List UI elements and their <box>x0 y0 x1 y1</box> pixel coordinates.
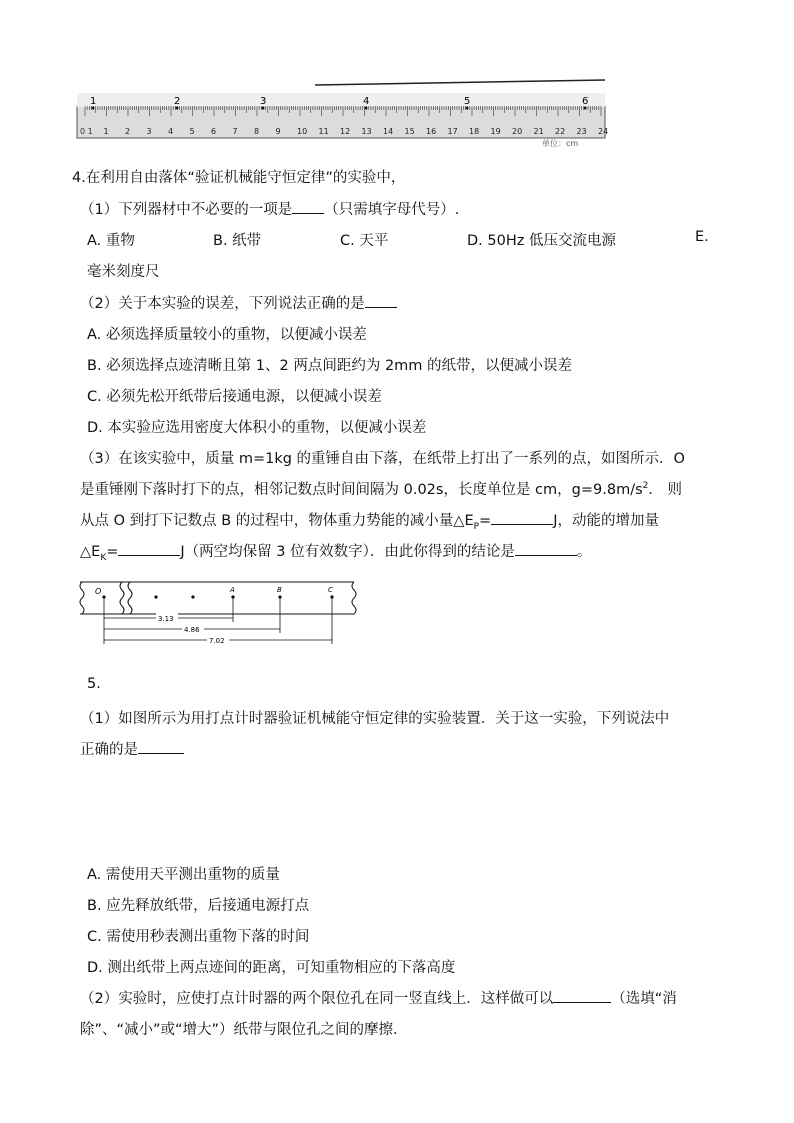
ruler-point-dot <box>262 107 265 110</box>
q5-opt-d: D. 测出纸带上两点迹间的距离，可知重物相应的下落高度 <box>87 960 456 976</box>
q4-part2-text: （2）关于本实验的误差，下列说法正确的是 <box>80 296 365 312</box>
q4-p3-line2-end: ． 则 <box>648 482 682 498</box>
q5-p1-line2 <box>80 738 184 759</box>
ruler-point-dot <box>92 107 95 110</box>
q4-blank-ek[interactable] <box>118 541 180 556</box>
ruler-scale-number: 18 <box>469 127 480 136</box>
q5-opt-a: A. 需使用天平测出重物的质量 <box>87 867 280 883</box>
ruler-scale-number: 19 <box>490 127 501 136</box>
ruler-scale-number: 9 <box>275 127 281 136</box>
ruler-scale-number: 8 <box>254 127 260 136</box>
ruler-scale-number: 7 <box>232 127 238 136</box>
ruler-scale-number: 15 <box>404 127 415 136</box>
tape-dot-2 <box>154 595 157 598</box>
q4-p2-opt-b: B. 必须选择点迹清晰且第 1、2 两点间距约为 2mm 的纸带，以便减小误差 <box>87 358 573 374</box>
q4-blank-1[interactable] <box>292 199 324 214</box>
ruler-unit: 单位：cm <box>542 139 579 148</box>
tape-break-2 <box>128 582 132 614</box>
q4-p3-line4-text: △E <box>80 544 101 560</box>
tape-label-a: A <box>230 586 235 594</box>
q4-p3-line3 <box>80 509 659 532</box>
ruler-scale-number: 13 <box>361 127 372 136</box>
ruler-scale-number: 10 <box>297 127 308 136</box>
ruler-point-label: 2 <box>174 96 181 107</box>
q4-p3-line4-mid: J（两空均保留 3 位有效数字）．由此你得到的结论是 <box>180 544 515 560</box>
ruler-figure <box>72 76 612 150</box>
q5-blank-2[interactable] <box>553 988 611 1003</box>
ruler-point-dot <box>466 107 469 110</box>
ruler-paper <box>77 93 605 107</box>
tape-break-left <box>80 582 84 614</box>
q4-blank-ep[interactable] <box>491 510 553 525</box>
q5-blank-1[interactable] <box>138 739 184 754</box>
q5-p2-line1 <box>80 987 677 1008</box>
q4-opt-e: E. <box>695 229 709 245</box>
q4-part2 <box>80 292 397 313</box>
ruler-scale-number: 17 <box>447 127 458 136</box>
ruler-scale-number: 22 <box>555 127 566 136</box>
ruler-scale-number: 1 <box>103 127 109 136</box>
q4-blank-conclusion[interactable] <box>515 541 577 556</box>
q4-p3-eq: = <box>479 513 492 529</box>
ruler-point-label: 1 <box>90 96 97 107</box>
ruler-point-label: 4 <box>363 96 370 107</box>
ruler-scale-number: 3 <box>146 127 152 136</box>
q4-opt-d: D. 50Hz 低压交流电源 <box>467 233 616 249</box>
q4-p3-line3-end: J，动能的增加量 <box>553 513 659 529</box>
tape-dist-oc: 7.02 <box>209 637 225 645</box>
q4-opt-c: C. 天平 <box>340 233 389 249</box>
q5-opt-b: B. 应先释放纸带，后接通电源打点 <box>87 898 310 914</box>
q4-p3-line1: （3）在该实验中，质量 m=1kg 的重锤自由下落，在纸带上打出了一系列的点，如图所示．O <box>80 451 685 467</box>
ruler-point-label: 5 <box>464 96 471 107</box>
q5-opt-c: C. 需使用秒表测出重物下落的时间 <box>87 929 310 945</box>
ruler-scale-number: 5 <box>189 127 195 136</box>
q4-p3-line4 <box>80 540 591 563</box>
ruler-scale-number: 24 <box>598 127 609 136</box>
q4-p2-opt-d: D. 本实验应选用密度大体积小的重物，以便减小误差 <box>87 420 427 436</box>
tape-break-right <box>352 582 356 614</box>
q4-p3-sub-k: K <box>100 552 107 563</box>
ruler-scale-number: 11 <box>318 127 329 136</box>
q4-part1-end: （只需填字母代号）. <box>324 202 460 218</box>
q5-number: 5. <box>87 676 101 692</box>
q5-p1-line1: （1）如图所示为用打点计时器验证机械能守恒定律的实验装置．关于这一实验，下列说法中 <box>80 711 670 727</box>
tape-label-b: B <box>277 586 282 594</box>
q4-part1 <box>80 198 459 219</box>
tape-dist-ob: 4.86 <box>184 626 200 634</box>
q4-part1-text: （1）下列器材中不必要的一项是 <box>80 202 293 218</box>
tape-label-c: C <box>328 586 333 594</box>
q4-p2-opt-a: A. 必须选择质量较小的重物，以便减小误差 <box>87 327 367 343</box>
q4-opt-e-cont: 毫米刻度尺 <box>87 264 160 280</box>
ruler-point-dot <box>176 107 179 110</box>
ruler-scale-number: 20 <box>512 127 523 136</box>
q4-blank-2[interactable] <box>365 293 397 308</box>
q5-p1-line2-text: 正确的是 <box>80 742 138 758</box>
ruler-left-tick: 0 1 <box>80 127 93 136</box>
q4-p3-line2 <box>80 478 682 499</box>
ruler-scale-number: 23 <box>576 127 587 136</box>
q4-opt-b: B. 纸带 <box>213 233 262 249</box>
q4-opt-a: A. 重物 <box>87 233 135 249</box>
q4-title: 4.在利用自由落体“验证机械能守恒定律”的实验中， <box>72 170 406 186</box>
q4-p3-eq2: = <box>106 544 119 560</box>
ruler-point-label: 6 <box>582 96 589 107</box>
q4-p2-opt-c: C. 必须先松开纸带后接通电源，以便减小误差 <box>87 389 382 405</box>
paper-tape-edge <box>315 80 605 85</box>
tape-figure <box>78 578 363 646</box>
q4-p3-line3-text: 从点 O 到打下记数点 B 的过程中，物体重力势能的减小量△E <box>80 513 474 529</box>
ruler-scale-number: 2 <box>125 127 131 136</box>
q4-p3-sub-p: P <box>473 521 480 532</box>
ruler-scale-number: 16 <box>426 127 437 136</box>
q5-p2-line1-end: （选填“消 <box>611 991 677 1007</box>
q4-p3-line2-text: 是重锤刚下落时打下的点，相邻记数点时间间隔为 0.02s，长度单位是 cm，g=9.8m/s <box>80 482 643 498</box>
ruler-point-dot <box>584 107 587 110</box>
q5-p2-line1-text: （2）实验时，应使打点计时器的两个限位孔在同一竖直线上．这样做可以 <box>80 991 554 1007</box>
ruler-point-label: 3 <box>260 96 267 107</box>
ruler-scale-number: 14 <box>383 127 394 136</box>
ruler-scale-number: 12 <box>340 127 351 136</box>
q4-p3-sup: 2 <box>642 481 649 492</box>
tape-label-o: O <box>95 587 102 596</box>
tape-dot-3 <box>191 595 194 598</box>
tape-dist-oa: 3.13 <box>158 615 174 623</box>
q5-p2-line2: 除”、“减小”或“增大”）纸带与限位孔之间的摩擦． <box>80 1022 408 1038</box>
ruler-point-dot <box>365 107 368 110</box>
ruler-scale-number: 6 <box>211 127 217 136</box>
ruler-scale-number: 4 <box>168 127 174 136</box>
tape-break-1 <box>120 582 124 614</box>
q4-p3-line4-end: 。 <box>576 544 592 560</box>
ruler-scale-number: 21 <box>533 127 544 136</box>
